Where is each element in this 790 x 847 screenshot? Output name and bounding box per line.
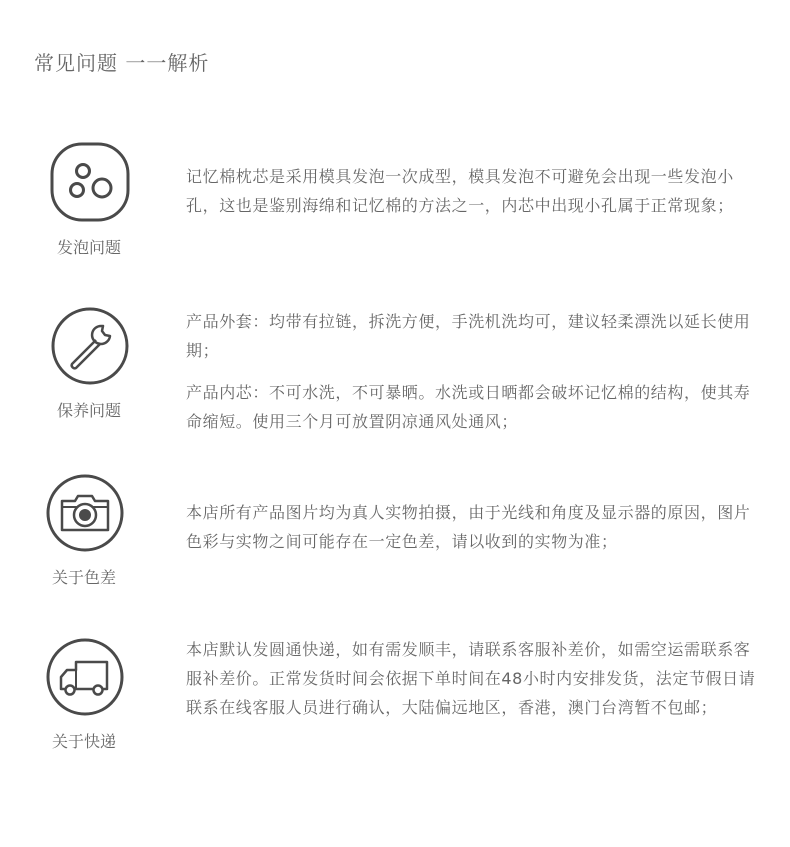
item-body-foaming — [186, 162, 756, 220]
camera-icon — [45, 473, 125, 553]
item-label-foaming: 发泡问题 — [56, 238, 121, 257]
item-paragraph: 本店所有产品图片均为真人实物拍摄，由于光线和角度及显示器的原因，图片色彩与实物之间可能存在一定色差，请以收到的实物为准； — [186, 503, 751, 551]
item-label-delivery: 关于快递 — [51, 732, 116, 751]
item-label-color: 关于色差 — [51, 568, 116, 587]
item-body-delivery — [186, 635, 756, 722]
item-paragraph: 本店默认发圆通快递，如有需发顺丰，请联系客服补差价，如需空运需联系客服补差价。正常发货时间会依据下单时间在48小时内安排发货，法定节假日请联系在线客服人员进行确认，大陆偏远地区，香港，澳门台湾暂不包邮； — [186, 640, 756, 717]
bubbles-icon — [50, 142, 130, 222]
item-paragraph: 记忆棉枕芯是采用模具发泡一次成型，模具发泡不可避免会出现一些发泡小孔，这也是鉴别海绵和记忆棉的方法之一，内芯中出现小孔属于正常现象； — [186, 167, 734, 215]
item-body-color — [186, 498, 756, 556]
wrench-icon — [50, 306, 130, 386]
item-paragraph: 产品内芯：不可水洗，不可暴晒。水洗或日晒都会破坏记忆棉的结构，使其寿命缩短。使用三个月可放置阴凉通风处通风； — [186, 383, 751, 431]
page-title: 常见问题 一一解析 — [34, 51, 210, 75]
item-label-maintenance: 保养问题 — [56, 401, 121, 420]
item-body-maintenance — [186, 307, 756, 436]
item-paragraph: 产品外套：均带有拉链，拆洗方便，手洗机洗均可，建议轻柔漂洗以延长使用期； — [186, 312, 751, 360]
truck-icon — [45, 637, 125, 717]
